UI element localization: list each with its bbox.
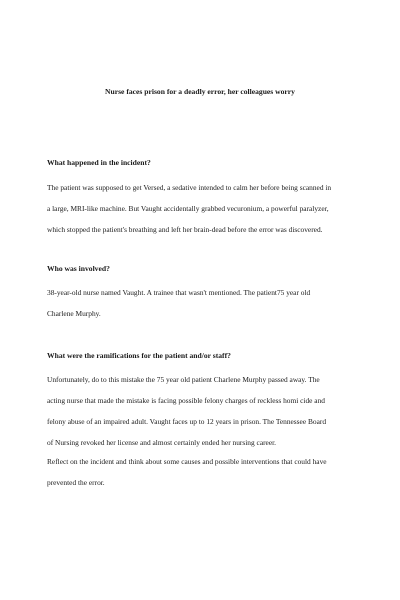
paragraph-line: which stopped the patient's breathing and left her brain-dead before the error was discovered. — [47, 225, 323, 234]
section-paragraph-incident — [47, 177, 369, 240]
paragraph-line: Unfortunately, do to this mistake the 75 year old patient Charlene Murphy passed away. The — [47, 375, 320, 384]
section-paragraph-ramifications — [47, 369, 369, 453]
paragraph-line: 38-year-old nurse named Vaught. A trainee that wasn't mentioned. The patient75 year old — [47, 288, 311, 297]
paragraph-line: acting nurse that made the mistake is facing possible felony charges of reckless homi cide and — [47, 396, 325, 405]
paragraph-line: Reflect on the incident and think about some causes and possible interventions that could have — [47, 457, 327, 466]
paragraph-line: a large, MRI-like machine. But Vaught accidentally grabbed vecuronium, a powerful paralyzer, — [47, 204, 329, 213]
paragraph-line: Charlene Murphy. — [47, 309, 101, 318]
paragraph-line: prevented the error. — [47, 478, 105, 487]
section-heading-ramifications: What were the ramifications for the patient and/or staff? — [47, 351, 231, 360]
section-heading-incident: What happened in the incident? — [47, 158, 151, 167]
paragraph-line: of Nursing revoked her license and almost certainly ended her nursing career. — [47, 438, 277, 447]
paragraph-line: felony abuse of an impaired adult. Vaught faces up to 12 years in prison. The Tennessee Board — [47, 417, 327, 426]
section-paragraph-reflect — [47, 451, 369, 493]
section-heading-involved: Who was involved? — [47, 264, 110, 273]
document-title: Nurse faces prison for a deadly error, her colleagues worry — [105, 87, 295, 96]
section-paragraph-involved — [47, 282, 369, 324]
paragraph-line: The patient was supposed to get Versed, a sedative intended to calm her before being scanned in — [47, 183, 332, 192]
